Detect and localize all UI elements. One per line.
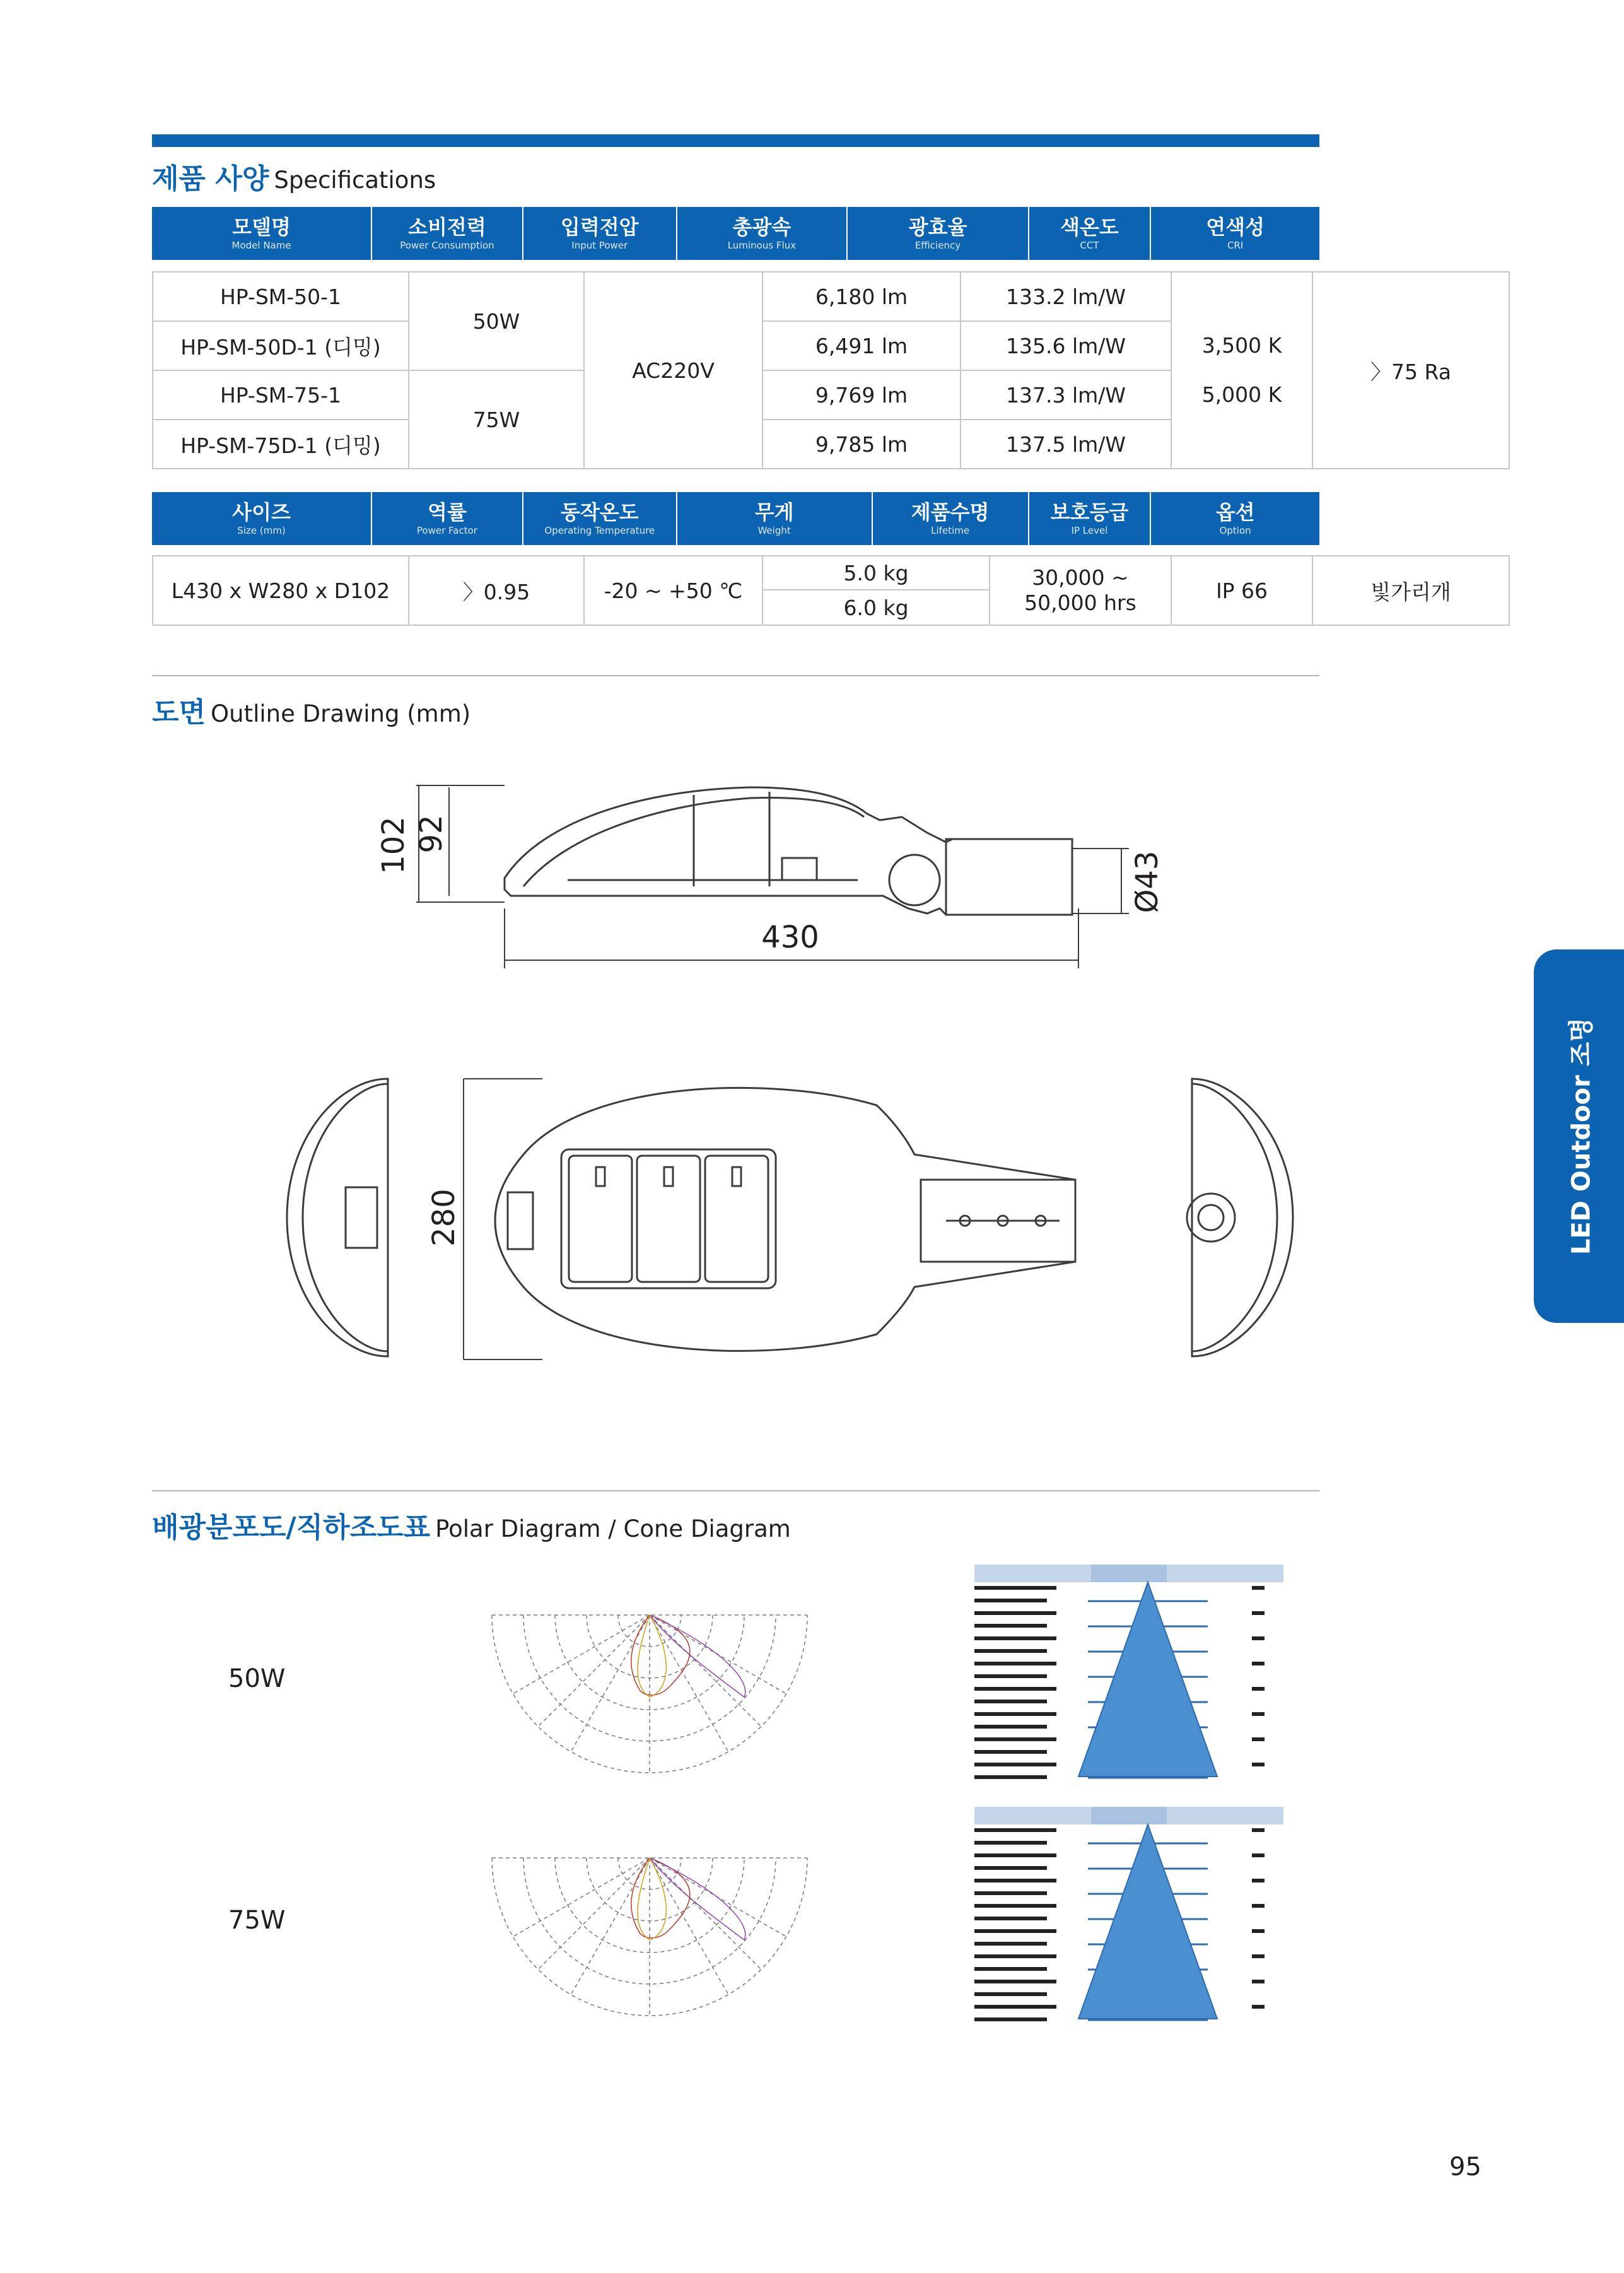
end-view-left xyxy=(287,1079,388,1356)
header-temp: 동작온도 Operating Temperature xyxy=(523,492,677,545)
dim-label-43: Ø43 xyxy=(1130,850,1165,913)
spec-title-en: Specifications xyxy=(274,167,436,194)
top-view xyxy=(464,1079,1075,1360)
flux-cell: 6,491 lm xyxy=(762,321,961,370)
drawing-title-en: Outline Drawing (mm) xyxy=(211,700,471,727)
cct-value: 3,500 K xyxy=(1201,333,1282,358)
power-cell: 50W xyxy=(409,272,584,370)
cone-header-center xyxy=(1091,1807,1167,1824)
led-module xyxy=(637,1156,700,1282)
top-housing xyxy=(495,1088,1075,1351)
header-lifetime: 제품수명 Lifetime xyxy=(873,492,1029,545)
temp-cell: -20 ~ +50 ℃ xyxy=(584,556,762,625)
row-label-50w: 50W xyxy=(228,1664,286,1693)
led-module xyxy=(705,1156,768,1282)
cone-shape xyxy=(1078,1824,1217,2019)
weight-value: 6.0 kg xyxy=(843,595,909,620)
end-mount-ring xyxy=(1187,1194,1235,1242)
power-cell: 75W xyxy=(409,370,584,469)
led-module-frame xyxy=(561,1149,776,1288)
spec-title-ko: 제품 사양 xyxy=(152,163,269,195)
header-pf: 역률 Power Factor xyxy=(372,492,523,545)
efficiency-cell: 135.6 lm/W xyxy=(961,321,1171,370)
ip-cell: IP 66 xyxy=(1171,556,1312,625)
page-number: 95 xyxy=(1449,2153,1481,2182)
dim-label-430: 430 xyxy=(761,920,819,955)
efficiency-cell: 137.3 lm/W xyxy=(961,370,1171,420)
model-cell: HP-SM-75-1 xyxy=(153,370,409,420)
lifetime-line: 50,000 hrs xyxy=(1024,590,1136,615)
side-tab-label: LED Outdoor 조명 xyxy=(1567,1017,1596,1255)
model-cell: HP-SM-50D-1 (디밍) xyxy=(153,321,409,370)
efficiency-cell: 137.5 lm/W xyxy=(961,420,1171,469)
pf-cell: 〉0.95 xyxy=(409,556,584,625)
option-cell: 빛가리개 xyxy=(1312,556,1509,625)
dim-label-92: 92 xyxy=(414,814,449,854)
polar-section-title xyxy=(152,1505,791,1545)
header-input: 입력전압 Input Power xyxy=(523,207,677,260)
end-view-right xyxy=(1187,1079,1293,1356)
flux-cell: 9,769 lm xyxy=(762,370,961,420)
header-cri: 연색성 CRI xyxy=(1206,215,1265,251)
cri-cell: 〉75 Ra xyxy=(1312,272,1509,469)
row-label-75w: 75W xyxy=(228,1906,286,1935)
polar-spoke xyxy=(538,1615,650,1727)
header-option: 옵션 Option xyxy=(1215,500,1255,536)
end-mount xyxy=(346,1187,377,1248)
module-window xyxy=(664,1167,673,1186)
side-joint xyxy=(889,855,940,905)
header-efficiency: 광효율 Efficiency xyxy=(848,207,1029,260)
model-cell: HP-SM-50-1 xyxy=(153,272,409,321)
model-cell: HP-SM-75D-1 (디밍) xyxy=(153,420,409,469)
polar-spoke xyxy=(538,1858,650,1970)
input-cell: AC220V xyxy=(584,272,762,469)
category-side-tab xyxy=(1534,949,1624,1323)
flux-cell: 9,785 lm xyxy=(762,420,961,469)
lifetime-line: 30,000 ~ xyxy=(1032,565,1129,590)
cone-shape xyxy=(1078,1582,1217,1777)
polar-diagram-50w xyxy=(479,1602,820,1792)
side-housing xyxy=(505,787,1072,915)
side-mount-arm xyxy=(946,839,1072,915)
header-size: 사이즈 Size (mm) xyxy=(152,492,372,545)
cone-diagram-75w xyxy=(974,1806,1290,2033)
top-latch xyxy=(508,1192,533,1249)
drawing-title-ko: 도면 xyxy=(152,696,206,729)
polar-spoke xyxy=(513,1615,650,1694)
cone-diagram-50w xyxy=(974,1563,1290,1790)
weight-value: 5.0 kg xyxy=(763,556,989,590)
module-window xyxy=(596,1167,605,1186)
side-driver-box xyxy=(782,858,817,880)
size-cell: L430 x W280 x D102 xyxy=(153,556,409,625)
header-ip: 보호등급 IP Level xyxy=(1029,492,1152,545)
flux-cell: 6,180 lm xyxy=(762,272,961,321)
cone-header-center xyxy=(1091,1565,1167,1582)
efficiency-cell: 133.2 lm/W xyxy=(961,272,1171,321)
header-cct: 색온도 CCT xyxy=(1029,207,1152,260)
section-divider xyxy=(152,1490,1319,1491)
header-weight: 무게 Weight xyxy=(677,492,873,545)
cct-value: 5,000 K xyxy=(1201,382,1282,407)
header-power: 소비전력 Power Consumption xyxy=(372,207,523,260)
end-mount-core xyxy=(1198,1205,1224,1230)
led-module xyxy=(569,1156,632,1282)
polar-title-en: Polar Diagram / Cone Diagram xyxy=(435,1515,791,1542)
module-window xyxy=(732,1167,741,1186)
dim-label-102: 102 xyxy=(376,816,411,874)
polar-diagram-75w xyxy=(479,1845,820,2035)
header-model: 모델명 Model Name xyxy=(152,207,372,260)
dim-label-280: 280 xyxy=(426,1189,462,1247)
header-flux: 총광속 Luminous Flux xyxy=(677,207,848,260)
polar-spoke xyxy=(513,1858,650,1937)
polar-title-ko: 배광분포도/직하조도표 xyxy=(152,1512,431,1544)
